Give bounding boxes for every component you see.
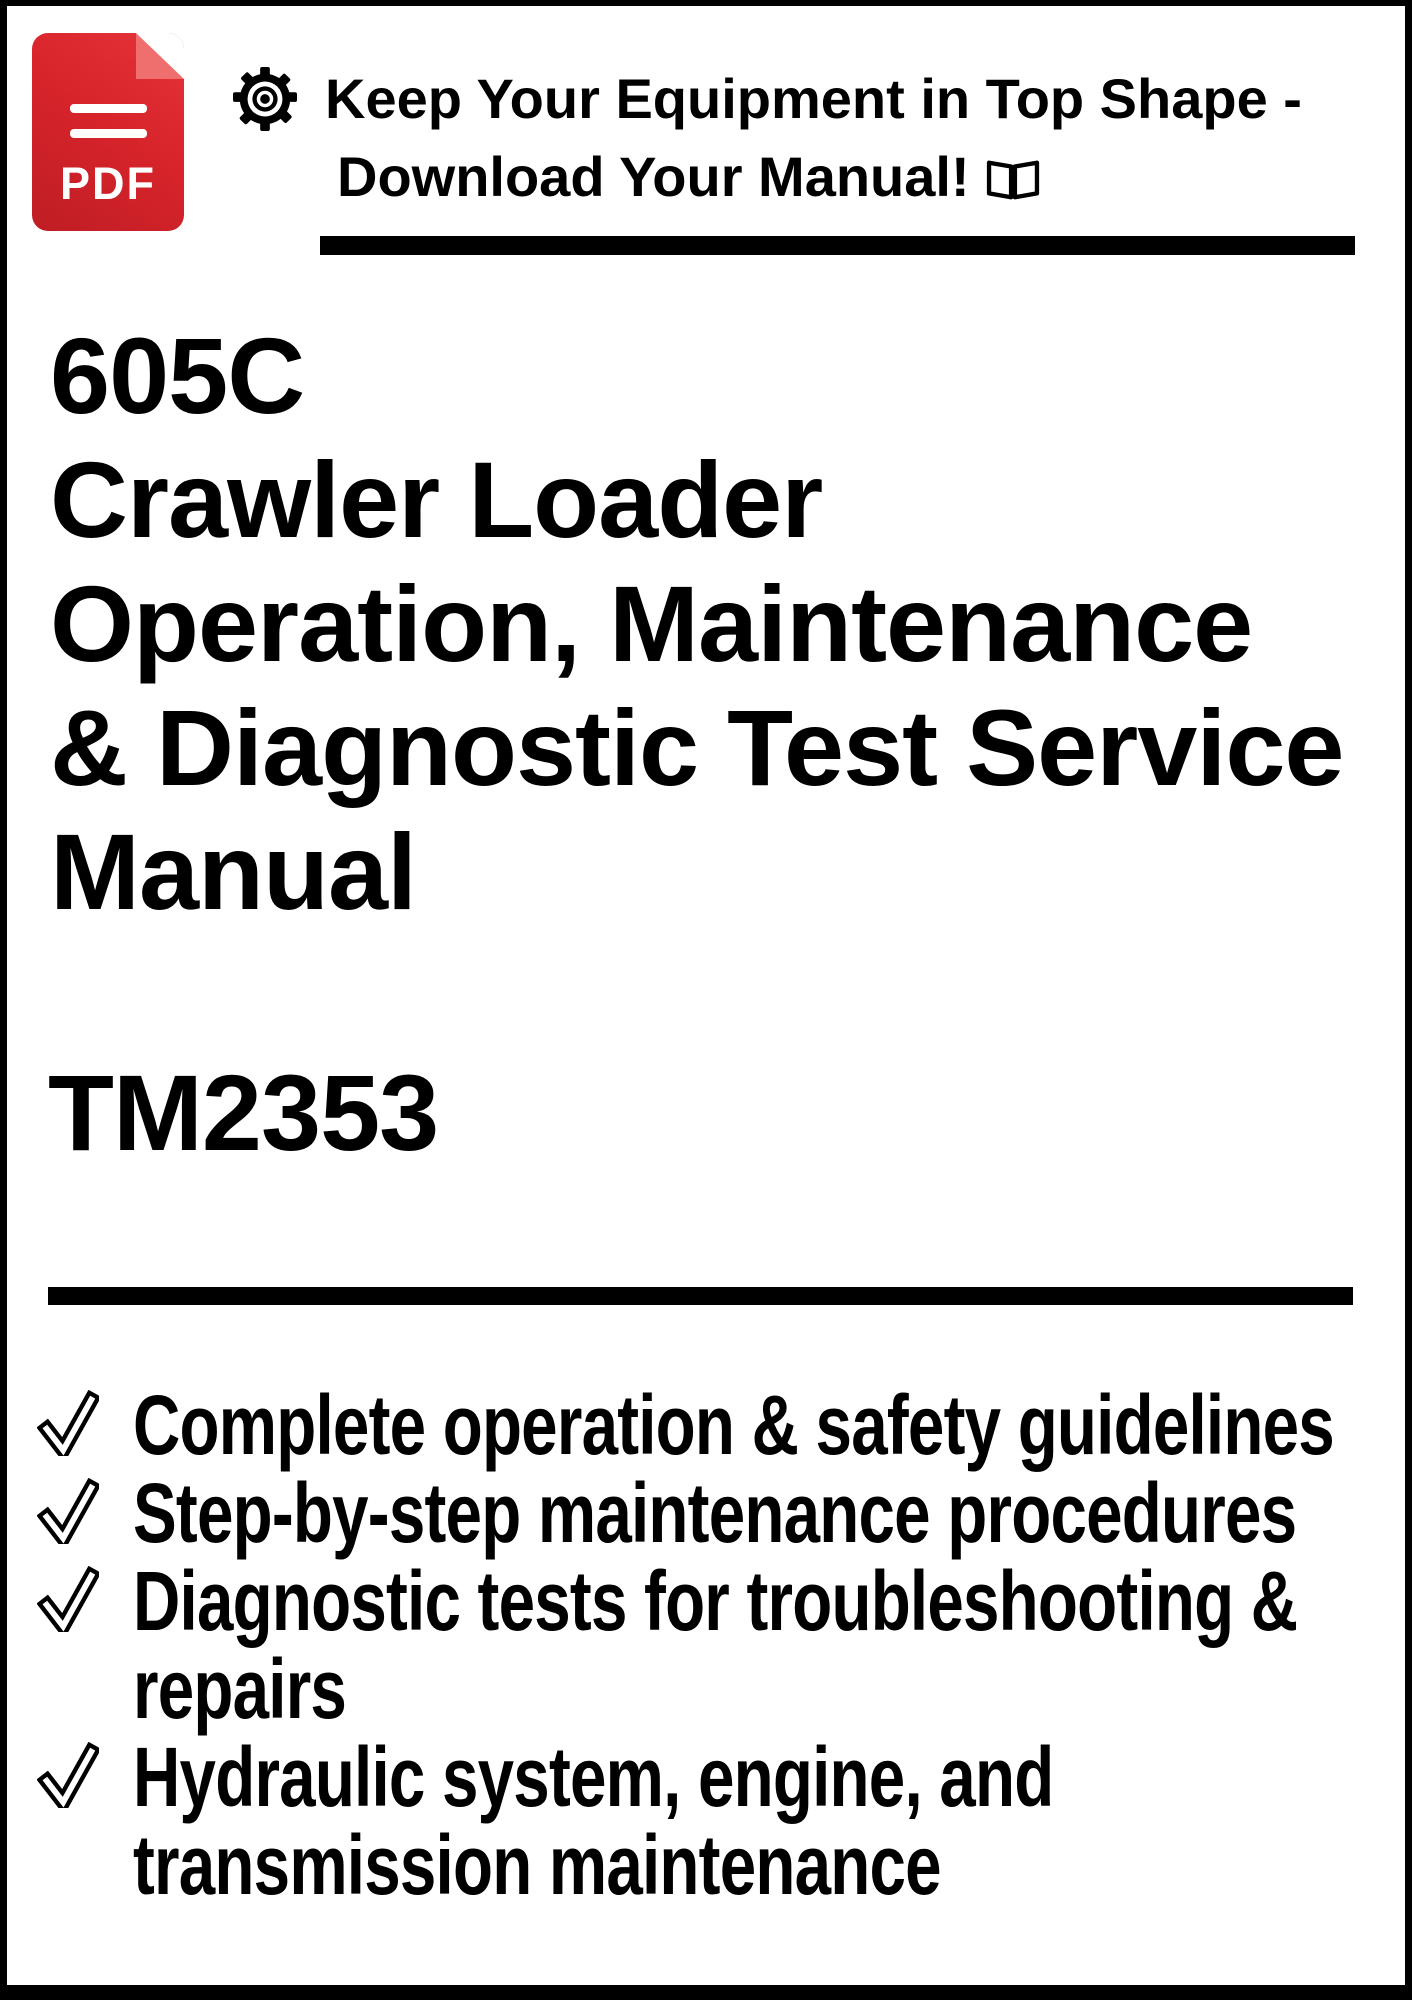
header-tagline-line2-text: Download Your Manual!: [337, 145, 970, 208]
pdf-label: PDF: [60, 158, 156, 209]
section-divider-rule: [48, 1287, 1353, 1305]
pdf-file-icon: [32, 33, 184, 231]
open-book-icon: [984, 156, 1042, 202]
header-tagline-line1: [325, 60, 1385, 138]
checklist-item: [37, 1378, 1412, 1472]
checklist-item: [37, 1554, 1412, 1736]
checklist-item: [37, 1466, 1412, 1560]
page-title-line: & Diagnostic Test Service: [50, 687, 1344, 808]
page-title-line: 605C: [50, 315, 305, 436]
check-icon: [37, 1478, 99, 1544]
page-title-line: Crawler Loader: [50, 439, 823, 560]
check-icon: [37, 1566, 99, 1632]
pdf-text-line-icon: [70, 129, 147, 138]
pdf-text-line-icon: [70, 104, 147, 113]
checklist-item-text: Step-by-step maintenance procedures: [133, 1466, 1297, 1560]
feature-checklist: [37, 1378, 1412, 1912]
gear-icon: [233, 67, 297, 131]
manual-code: TM2353: [48, 1052, 439, 1173]
page-title-line: Manual: [50, 811, 417, 932]
header-tagline: [325, 60, 1385, 216]
checklist-item-text: Diagnostic tests for troubleshooting & repairs: [133, 1554, 1298, 1736]
header-tagline-line1-text: Keep Your Equipment in Top Shape -: [325, 67, 1302, 130]
check-icon: [37, 1742, 99, 1808]
check-icon: [37, 1390, 99, 1456]
checklist-item-text: Hydraulic system, engine, and transmission maintenance: [133, 1730, 1054, 1912]
header-tagline-line2: [325, 138, 1385, 216]
checklist-item: [37, 1730, 1412, 1912]
checklist-item-text: Complete operation & safety guidelines: [133, 1378, 1334, 1472]
page-title: [50, 314, 1395, 934]
header-divider-rule: [320, 236, 1355, 255]
page-title-line: Operation, Maintenance: [50, 563, 1253, 684]
